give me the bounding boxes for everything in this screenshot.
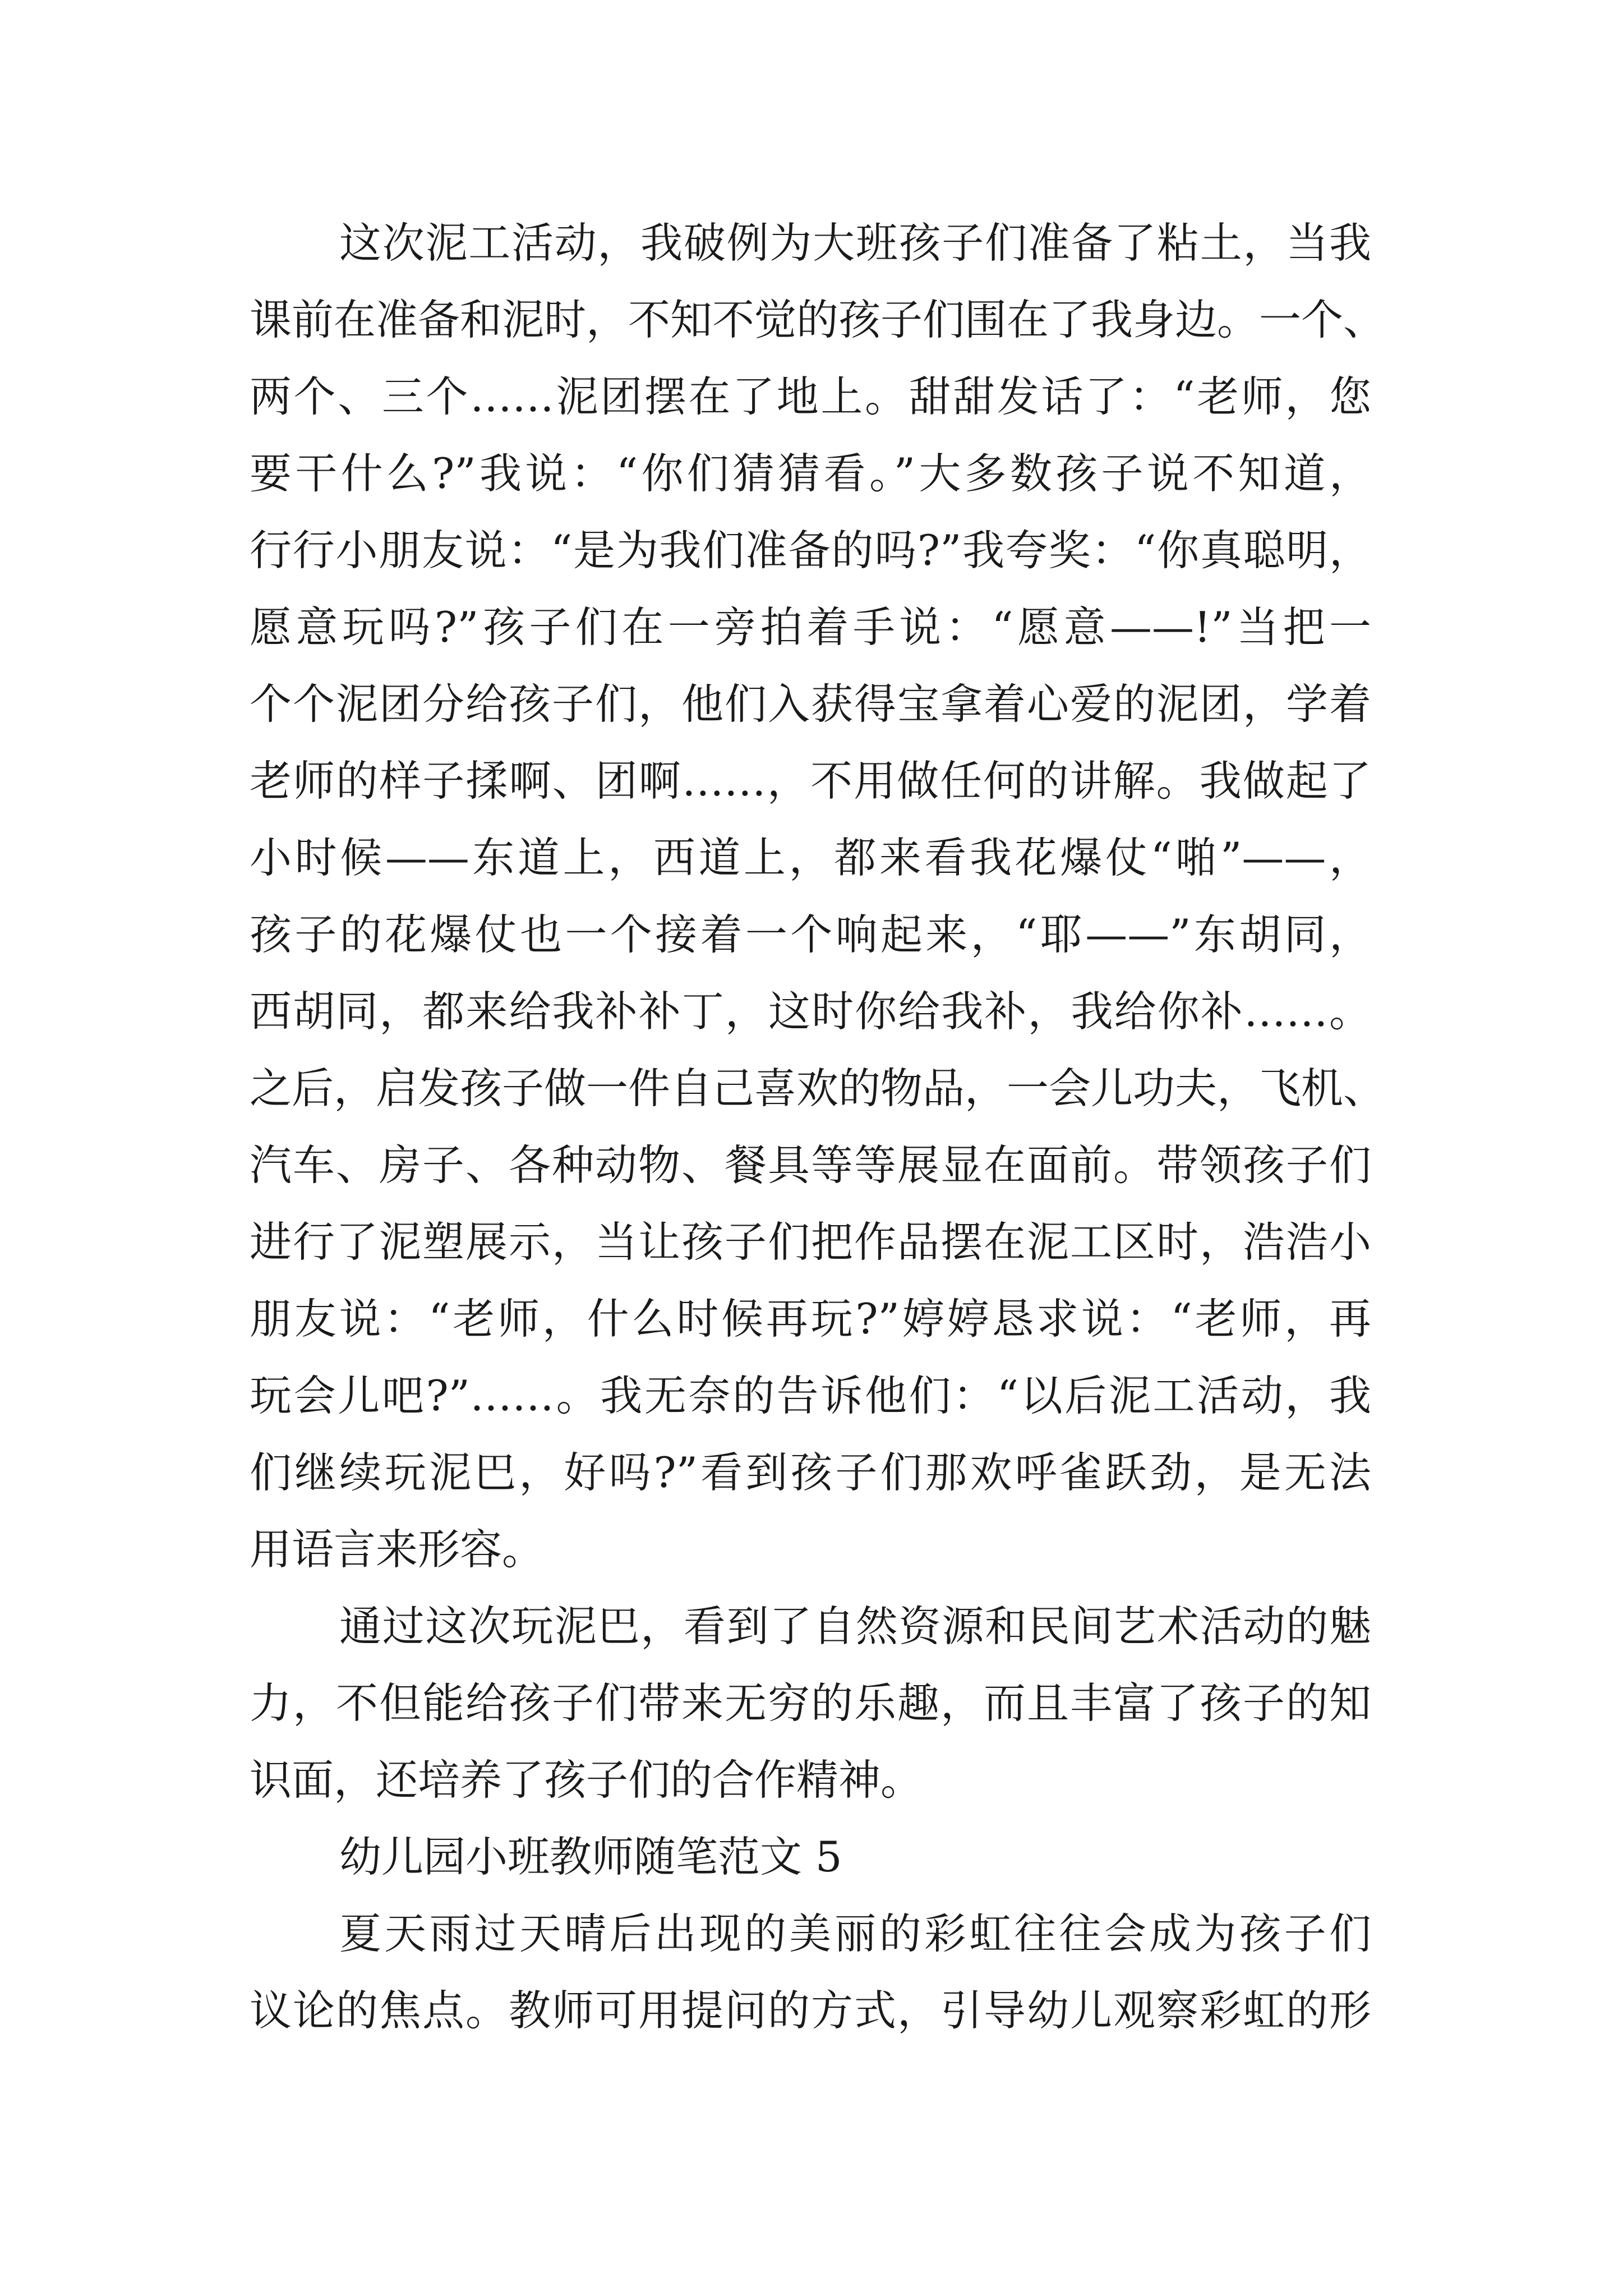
text-line: 小时候——东道上，西道上，都来看我花爆仗“啪”——， (250, 833, 1371, 882)
text-line: 通过这次玩泥巴，看到了自然资源和民间艺术活动的魅 (339, 1602, 1371, 1651)
document-page (250, 205, 1386, 2049)
text-line: 汽车、房子、各种动物、餐具等等展显在面前。带领孩子们 (250, 1140, 1371, 1190)
text-line: 用语言来形容。 (250, 1525, 545, 1574)
text-line: 孩子的花爆仗也一个接着一个响起来，“耶——”东胡同， (250, 910, 1371, 959)
text-line: 识面，还培养了孩子们的合作精神。 (250, 1755, 923, 1805)
text-line: 们继续玩泥巴，好吗?”看到孩子们那欢呼雀跃劲，是无法 (250, 1448, 1371, 1497)
text-line: 玩会儿吧?”……。我无奈的告诉他们：“以后泥工活动，我 (250, 1371, 1371, 1420)
text-line: 行行小朋友说：“是为我们准备的吗?”我夸奖：“你真聪明， (250, 526, 1371, 575)
text-line: 议论的焦点。教师可用提问的方式，引导幼儿观察彩虹的形 (250, 1986, 1371, 2035)
text-line: 愿意玩吗?”孩子们在一旁拍着手说：“愿意——!”当把一 (250, 602, 1371, 652)
text-line: 夏天雨过天晴后出现的美丽的彩虹往往会成为孩子们 (339, 1909, 1371, 1958)
text-line: 老师的样子揉啊、团啊……，不用做任何的讲解。我做起了 (250, 756, 1371, 806)
heading-text: 幼儿园小班教师随笔范文 5 (339, 1832, 842, 1881)
text-line: 西胡同，都来给我补补丁，这时你给我补，我给你补……。 (250, 987, 1371, 1036)
text-line: 两个、三个……泥团摆在了地上。甜甜发话了：“老师，您 (250, 372, 1371, 421)
section-heading (250, 1819, 1371, 1895)
text-line: 进行了泥塑展示，当让孩子们把作品摆在泥工区时，浩浩小 (250, 1217, 1371, 1267)
text-line: 课前在准备和泥时，不知不觉的孩子们围在了我身边。一个、 (250, 295, 1386, 344)
paragraph (250, 205, 1386, 1588)
text-line: 要干什么?”我说：“你们猜猜看。”大多数孩子说不知道， (250, 449, 1371, 498)
text-line: 这次泥工活动，我破例为大班孩子们准备了粘土，当我 (339, 218, 1371, 268)
text-line: 力，不但能给孩子们带来无穷的乐趣，而且丰富了孩子的知 (250, 1678, 1371, 1728)
text-line: 朋友说：“老师，什么时候再玩?”婷婷恳求说：“老师，再 (250, 1294, 1371, 1343)
paragraph (250, 1895, 1371, 2049)
paragraph (250, 1588, 1371, 1819)
text-line: 之后，启发孩子做一件自己喜欢的物品，一会儿功夫，飞机、 (250, 1064, 1386, 1113)
text-line: 个个泥团分给孩子们，他们入获得宝拿着心爱的泥团，学着 (250, 679, 1371, 729)
